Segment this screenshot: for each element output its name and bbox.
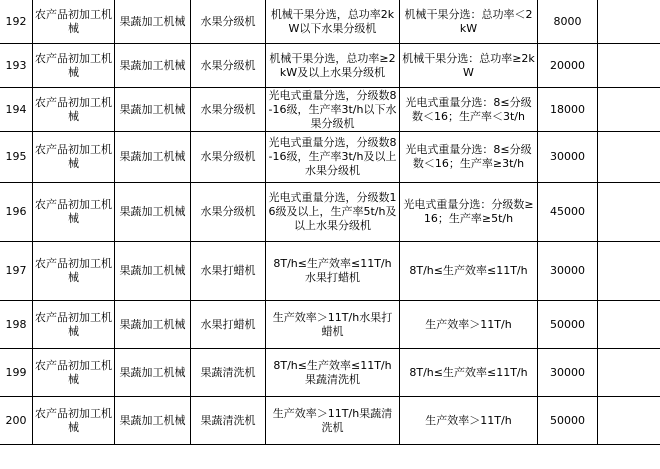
table-row <box>0 44 660 88</box>
item-name-cell: 水果分级机 <box>191 183 266 242</box>
specification-cell: 光电式重量分选，分级数8-16级，生产率3t/h以下水果分级机 <box>266 88 400 132</box>
category-cell: 农产品初加工机械 <box>33 397 115 445</box>
table-row <box>0 397 660 445</box>
item-name-cell: 水果分级机 <box>191 88 266 132</box>
table-row <box>0 132 660 183</box>
subcategory-cell: 果蔬加工机械 <box>115 132 191 183</box>
subsidy-amount-cell: 30000 <box>538 132 598 183</box>
category-cell: 农产品初加工机械 <box>33 183 115 242</box>
subsidy-amount-cell: 45000 <box>538 183 598 242</box>
category-cell: 农产品初加工机械 <box>33 88 115 132</box>
note-cell <box>598 88 660 132</box>
subcategory-cell: 果蔬加工机械 <box>115 397 191 445</box>
category-cell: 农产品初加工机械 <box>33 0 115 44</box>
subsidy-amount-cell: 30000 <box>538 349 598 397</box>
criteria-cell: 生产效率＞11T/h <box>400 397 538 445</box>
subsidy-amount-cell: 18000 <box>538 88 598 132</box>
criteria-cell: 机械干果分选：总功率≥2kW <box>400 44 538 88</box>
subcategory-cell: 果蔬加工机械 <box>115 0 191 44</box>
table-row <box>0 0 660 44</box>
note-cell <box>598 349 660 397</box>
category-cell: 农产品初加工机械 <box>33 44 115 88</box>
subcategory-cell: 果蔬加工机械 <box>115 242 191 301</box>
specification-cell: 机械干果分选，总功率≥2kW及以上水果分级机 <box>266 44 400 88</box>
item-name-cell: 水果分级机 <box>191 132 266 183</box>
subsidy-amount-cell: 30000 <box>538 242 598 301</box>
row-number: 196 <box>0 183 33 242</box>
subsidy-amount-cell: 50000 <box>538 301 598 349</box>
criteria-cell: 光电式重量分选：8≤分级数＜16；生产率≥3t/h <box>400 132 538 183</box>
subsidy-amount-cell: 20000 <box>538 44 598 88</box>
item-name-cell: 水果分级机 <box>191 44 266 88</box>
row-number: 194 <box>0 88 33 132</box>
row-number: 193 <box>0 44 33 88</box>
note-cell <box>598 132 660 183</box>
subsidy-amount-cell: 8000 <box>538 0 598 44</box>
item-name-cell: 水果分级机 <box>191 0 266 44</box>
criteria-cell: 光电式重量分选：8≤分级数＜16；生产率＜3t/h <box>400 88 538 132</box>
category-cell: 农产品初加工机械 <box>33 349 115 397</box>
row-number: 200 <box>0 397 33 445</box>
category-cell: 农产品初加工机械 <box>33 132 115 183</box>
subcategory-cell: 果蔬加工机械 <box>115 88 191 132</box>
criteria-cell: 8T/h≤生产效率≤11T/h <box>400 349 538 397</box>
table-row <box>0 88 660 132</box>
specification-cell: 生产效率＞11T/h果蔬清洗机 <box>266 397 400 445</box>
criteria-cell: 光电式重量分选：分级数≥16；生产率≥5t/h <box>400 183 538 242</box>
category-cell: 农产品初加工机械 <box>33 301 115 349</box>
note-cell <box>598 397 660 445</box>
specification-cell: 机械干果分选，总功率2kW以下水果分级机 <box>266 0 400 44</box>
table-row <box>0 242 660 301</box>
item-name-cell: 水果打蜡机 <box>191 301 266 349</box>
item-name-cell: 水果打蜡机 <box>191 242 266 301</box>
category-cell: 农产品初加工机械 <box>33 242 115 301</box>
note-cell <box>598 242 660 301</box>
specification-cell: 光电式重量分选，分级数8-16级，生产率3t/h及以上水果分级机 <box>266 132 400 183</box>
subsidy-amount-cell: 50000 <box>538 397 598 445</box>
subcategory-cell: 果蔬加工机械 <box>115 183 191 242</box>
criteria-cell: 生产效率＞11T/h <box>400 301 538 349</box>
subcategory-cell: 果蔬加工机械 <box>115 44 191 88</box>
row-number: 197 <box>0 242 33 301</box>
subcategory-cell: 果蔬加工机械 <box>115 301 191 349</box>
row-number: 192 <box>0 0 33 44</box>
row-number: 198 <box>0 301 33 349</box>
table-row <box>0 183 660 242</box>
subcategory-cell: 果蔬加工机械 <box>115 349 191 397</box>
item-name-cell: 果蔬清洗机 <box>191 349 266 397</box>
note-cell <box>598 301 660 349</box>
table-row <box>0 349 660 397</box>
row-number: 199 <box>0 349 33 397</box>
specification-cell: 生产效率＞11T/h水果打蜡机 <box>266 301 400 349</box>
specification-cell: 8T/h≤生产效率≤11T/h果蔬清洗机 <box>266 349 400 397</box>
note-cell <box>598 44 660 88</box>
table-row <box>0 301 660 349</box>
note-cell <box>598 183 660 242</box>
row-number: 195 <box>0 132 33 183</box>
item-name-cell: 果蔬清洗机 <box>191 397 266 445</box>
criteria-cell: 8T/h≤生产效率≤11T/h <box>400 242 538 301</box>
criteria-cell: 机械干果分选：总功率＜2kW <box>400 0 538 44</box>
note-cell <box>598 0 660 44</box>
specification-cell: 光电式重量分选，分级数16级及以上，生产率5t/h及以上水果分级机 <box>266 183 400 242</box>
specification-cell: 8T/h≤生产效率≤11T/h水果打蜡机 <box>266 242 400 301</box>
